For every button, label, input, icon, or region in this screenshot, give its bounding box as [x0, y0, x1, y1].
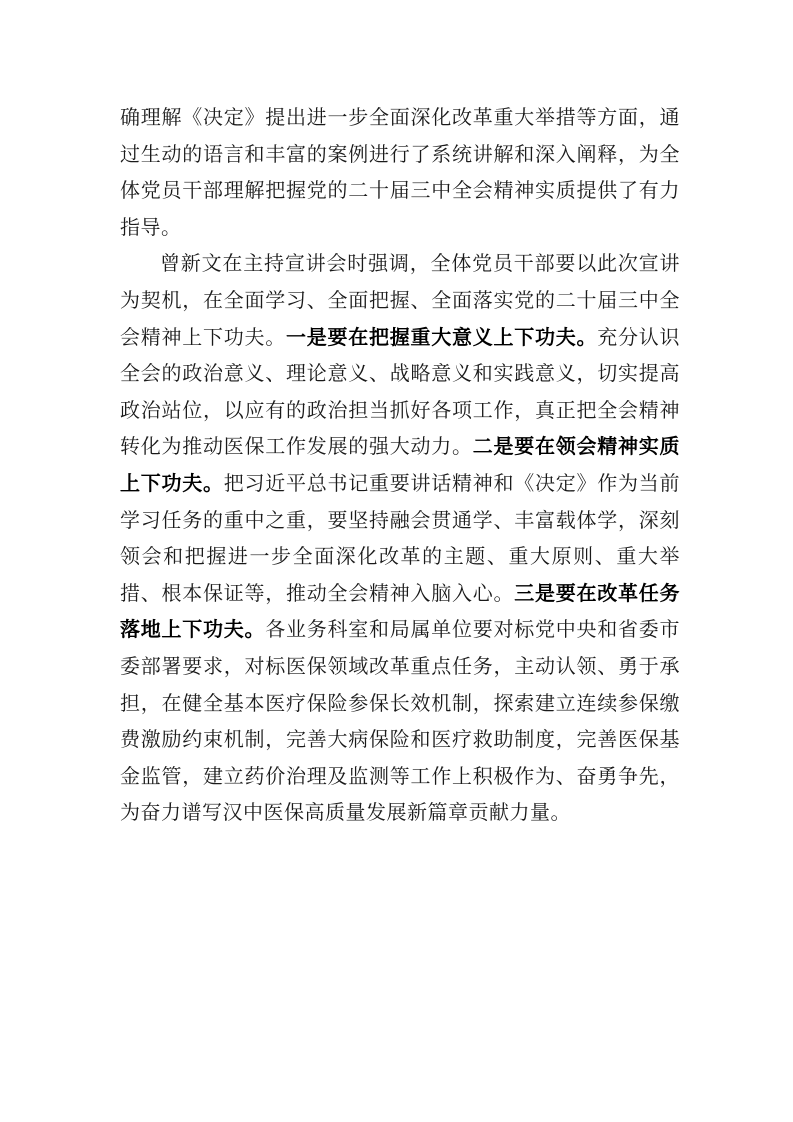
- point-two-heading: 二是要在领会精神实质上下功夫。: [120, 434, 680, 495]
- point-one-heading: 一是要在把握重大意义上下功夫。: [286, 324, 598, 349]
- paragraph-2: [120, 245, 680, 831]
- paragraph-2-intro: 曾新文在主持宣讲会时强调，全体党员干部要以此次宣讲为契机，在全面学习、全面把握、全面落实党的二十届三中全会精神上下功夫。: [120, 251, 680, 349]
- point-three-text: 各业务科室和局属单位要对标党中央和省委市委部署要求，对标医保领域改革重点任务，主动认领、勇于承担，在健全基本医疗保险参保长效机制，探索建立连续参保缴费激励约束机制，完善大病保险和医疗救助制度，完善医保基金监管，建立药价治理及监测等工作上积极作为、奋勇争先，为奋力谱写汉中医保高质量发展新篇章贡献力量。: [120, 617, 680, 825]
- document-body: [120, 99, 680, 831]
- paragraph-1: [120, 99, 680, 245]
- point-three-heading: 三是要在改革任务落地上下功夫。: [120, 580, 680, 642]
- paragraph-1-text: 确理解《决定》提出进一步全面深化改革重大举措等方面，通过生动的语言和丰富的案例进行了系统讲解和深入阐释，为全体党员干部理解把握党的二十届三中全会精神实质提供了有力指导。: [120, 105, 680, 239]
- point-two-text: 把习近平总书记重要讲话精神和《决定》作为当前学习任务的重中之重，要坚持融会贯通学、丰富载体学，深刻领会和把握进一步全面深化改革的主题、重大原则、重大举措、根本保证等，推动全会精神入脑入心。: [120, 470, 680, 605]
- point-one-text: 充分认识全会的政治意义、理论意义、战略意义和实践意义，切实提高政治站位，以应有的政治担当抓好各项工作，真正把全会精神转化为推动医保工作发展的强大动力。: [120, 324, 680, 459]
